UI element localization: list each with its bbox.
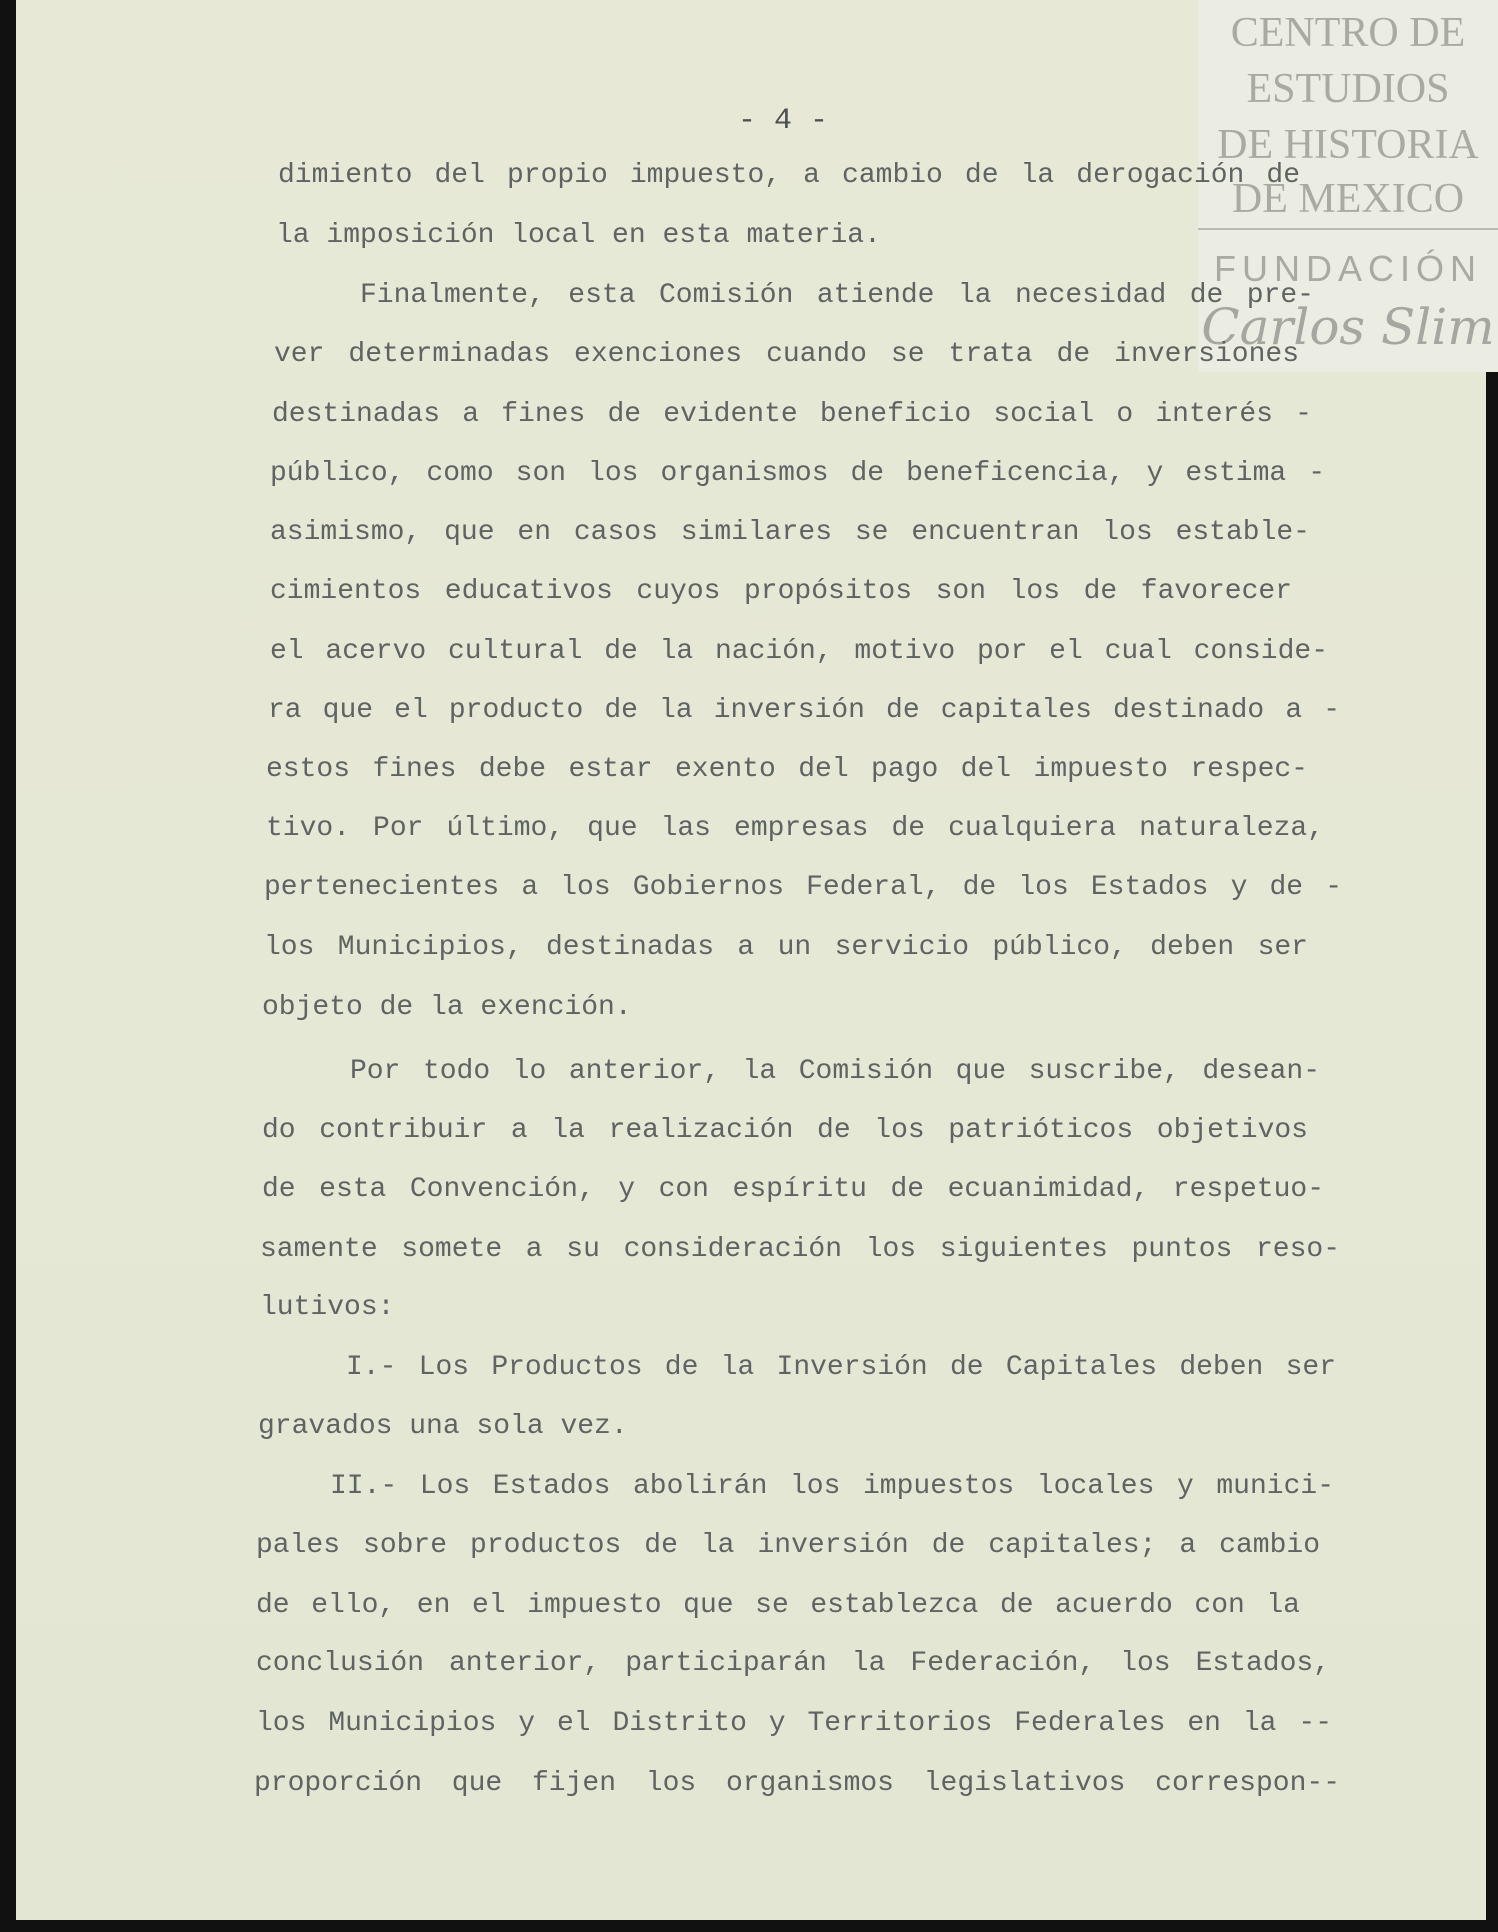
text-line: pales sobre productos de la inversión de capitales; a cambio: [256, 1530, 1320, 1561]
text-line: la imposición local en esta materia.: [276, 220, 881, 251]
text-line: I.- Los Productos de la Inversión de Capitales deben ser: [346, 1352, 1336, 1383]
stamp-title-line: CENTRO DE: [1230, 10, 1466, 56]
text-line: destinadas a fines de evidente beneficio social o interés -: [272, 399, 1312, 430]
text-line: dimiento del propio impuesto, a cambio de la derogación de: [278, 160, 1300, 191]
text-line: los Municipios, destinadas a un servicio público, deben ser: [264, 932, 1308, 963]
text-line: do contribuir a la realización de los patrióticos objetivos: [262, 1115, 1308, 1146]
text-line: Finalmente, esta Comisión atiende la necesidad de pre-: [360, 280, 1314, 311]
page-number: - 4 -: [738, 104, 829, 138]
stamp-title-line: DE HISTORIA: [1217, 122, 1479, 168]
text-line: ver determinadas exenciones cuando se trata de inversiones: [274, 339, 1299, 370]
stamp-title-line: DE MEXICO: [1231, 176, 1465, 222]
text-line: cimientos educativos cuyos propósitos son los de favorecer: [270, 576, 1292, 607]
text-line: lutivos:: [260, 1292, 395, 1323]
text-line: de esta Convención, y con espíritu de ecuanimidad, respetuo-: [262, 1174, 1324, 1205]
stamp-signature: Carlos Slim: [1201, 298, 1495, 356]
text-line: pertenecientes a los Gobiernos Federal, de los Estados y de -: [264, 872, 1342, 903]
stamp-title-line: ESTUDIOS: [1246, 66, 1450, 112]
text-line: tivo. Por último, que las empresas de cualquiera naturaleza,: [266, 813, 1324, 844]
text-line: público, como son los organismos de beneficencia, y estima -: [270, 458, 1325, 489]
text-line: II.- Los Estados abolirán los impuestos locales y munici-: [330, 1471, 1334, 1502]
text-line: conclusión anterior, participarán la Federación, los Estados,: [256, 1648, 1330, 1679]
text-line: gravados una sola vez.: [258, 1411, 628, 1442]
text-line: estos fines debe estar exento del pago del impuesto respec-: [266, 754, 1308, 785]
text-line: asimismo, que en casos similares se encuentran los estable-: [270, 517, 1310, 548]
text-line: samente somete a su consideración los siguientes puntos reso-: [260, 1234, 1340, 1265]
stamp-foundation: FUNDACIÓN: [1214, 248, 1482, 289]
text-line: el acervo cultural de la nación, motivo por el cual conside-: [270, 636, 1328, 667]
text-line: ra que el producto de la inversión de capitales destinado a -: [268, 695, 1340, 726]
text-line: Por todo lo anterior, la Comisión que suscribe, desean-: [350, 1056, 1320, 1087]
text-line: proporción que fijen los organismos legislativos correspon--: [254, 1768, 1340, 1799]
text-line: los Municipios y el Distrito y Territorios Federales en la --: [256, 1708, 1332, 1739]
text-line: objeto de la exención.: [262, 992, 632, 1023]
text-line: de ello, en el impuesto que se establezca de acuerdo con la: [256, 1590, 1300, 1621]
